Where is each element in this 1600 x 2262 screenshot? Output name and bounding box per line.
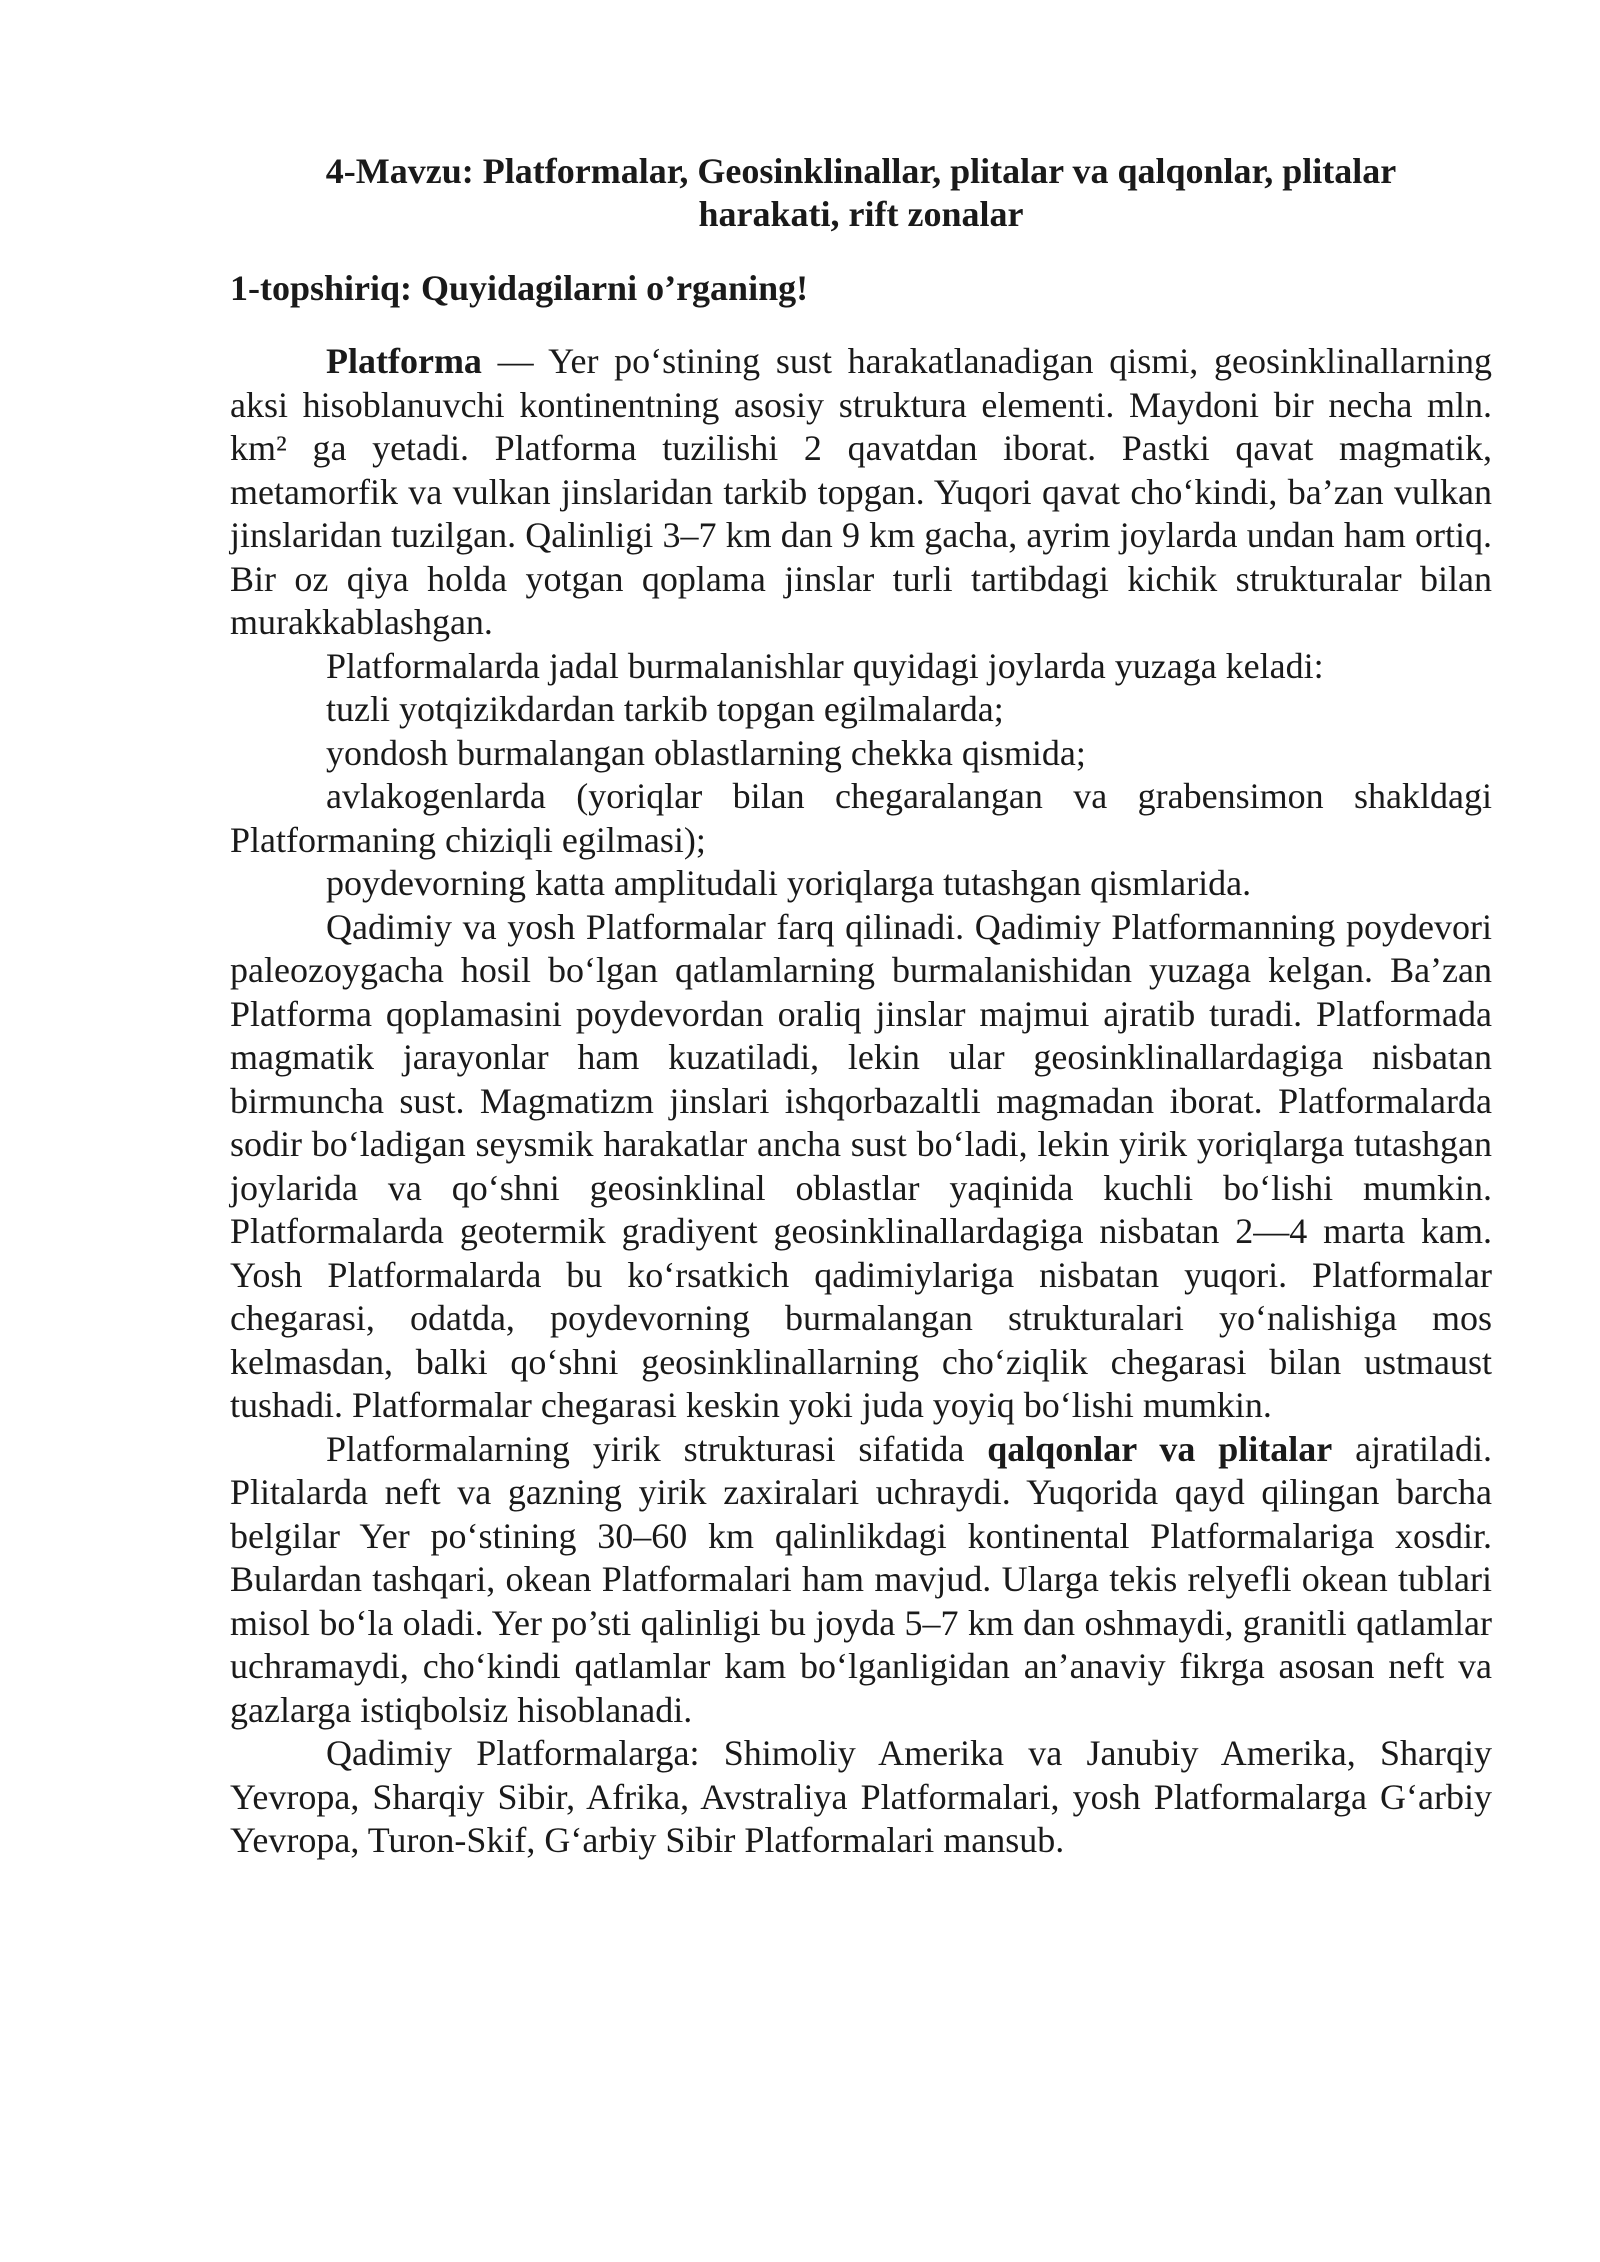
- title-line-1: 4-Mavzu: Platformalar, Geosinklinallar, plitalar va qalqonlar, plitalar: [325, 151, 1397, 191]
- paragraph-platform-list: Qadimiy Platformalarga: Shimoliy Amerika va Janubiy Amerika, Sharqiy Yevropa, Sharqiy Sibir, Afrika, Avstraliya Platformalari, yosh Platformalarga G‘arbiy Yevropa, Turon-Skif, G‘arbiy Sibir Platformalari mansub.: [230, 1733, 1492, 1860]
- paragraph-text: ajratiladi. Plitalarda neft va gazning yirik zaxiralari uchraydi. Yuqorida qayd qilingan barcha belgilar Yer po‘stining 30–60 km qalinlikdagi kontinental Platformalariga xosdir. Bulardan tashqari, okean Platformalari ham mavjud. Ularga tekis relyefli okean tublari misol bo‘la oladi. Yer po’sti qalinligi bu joyda 5–7 km dan oshmaydi, granitli qatlamlar uchramaydi, cho‘kindi qatlamlar kam bo‘lganligidan an’anaviy fikrga asosan neft va gazlarga istiqbolsiz hisoblanadi.: [230, 1428, 1492, 1730]
- term-shields-plates: qalqonlar va plitalar: [987, 1428, 1333, 1469]
- list-item-basement-faults: poydevorning katta amplitudali yoriqlarga tutashgan qismlarida.: [326, 863, 1252, 903]
- term-platforma: Platforma: [326, 341, 482, 381]
- task-heading: 1-topshiriq: Quyidagilarni o’rganing!: [230, 268, 809, 308]
- paragraph-ancient-young-platforms: Qadimiy va yosh Platformalar farq qilinadi. Qadimiy Platformanning poydevori paleozoygacha hosil bo‘lgan qatlamlarning burmalanishidan yuzaga kelgan. Ba’zan Platforma qoplamasini poydevordan oraliq jinslar majmui ajratib turadi. Platformada magmatik jarayonlar ham kuzatiladi, lekin ular geosinklinallardagiga nisbatan birmuncha sust. Magmatizm jinslari ishqorbazaltli magmadan iborat. Platformalarda sodir bo‘ladigan seysmik harakatlar ancha sust bo‘ladi, lekin yirik yoriqlarga tutashgan joylarida va qo‘shni geosinklinal oblastlar yaqinida kuchli bo‘lishi mumkin. Platformalarda geotermik gradiyent geosinklinallardagiga nisbatan 2—4 marta kam. Yosh Platformalarda bu ko‘rsatkich qadimiylariga nisbatan yuqori. Platformalar chegarasi, odatda, poydevorning burmalangan strukturalari yo‘nalishiga mos kelmasdan, balki qo‘shni geosinklinallarning cho‘ziqlik chegarasi bilan ustmaust tushadi. Platformalar chegarasi keskin yoki juda yoyiq bo‘lishi mumkin.: [230, 906, 1492, 1425]
- paragraph-text: — Yer po‘stining sust harakatlanadigan qismi, geosinklinallarning aksi hisoblanuvchi kontinentning asosiy struktura elementi. Maydoni bir necha mln. km² ga yetadi. Platforma tuzilishi 2 qavatdan iborat. Pastki qavat magmatik, metamorfik va vulkan jinslaridan tarkib topgan. Yuqori qavat cho‘kindi, ba’zan vulkan jinslaridan tuzilgan. Qalinligi 3–7 km dan 9 km gacha, ayrim joylarda undan ham ortiq. Bir oz qiya holda yotgan qoplama jinslar turli tartibdagi kichik strukturalar bilan murakkablashgan.: [230, 341, 1492, 642]
- paragraph-shields-plates: [230, 1428, 1492, 1733]
- document-title: [230, 150, 1492, 236]
- list-item-adjacent-oblasts: yondosh burmalangan oblastlarning chekka qismida;: [326, 732, 1086, 773]
- paragraph-platforma-definition: [230, 340, 1492, 645]
- title-line-2: harakati, rift zonalar: [698, 194, 1024, 234]
- paragraph-folding-intro: Platformalarda jadal burmalanishlar quyidagi joylarda yuzaga keladi:: [326, 645, 1324, 686]
- list-item-salt-troughs: tuzli yotqizikdardan tarkib topgan egilmalarda;: [326, 689, 1004, 729]
- document-page: [230, 150, 1492, 1863]
- paragraph-text: Platformalarning yirik strukturasi sifatida: [326, 1428, 988, 1469]
- list-item-aulacogens: avlakogenlarda (yoriqlar bilan chegaralangan va grabensimon shakldagi Platformaning chiziqli egilmasi);: [230, 776, 1492, 860]
